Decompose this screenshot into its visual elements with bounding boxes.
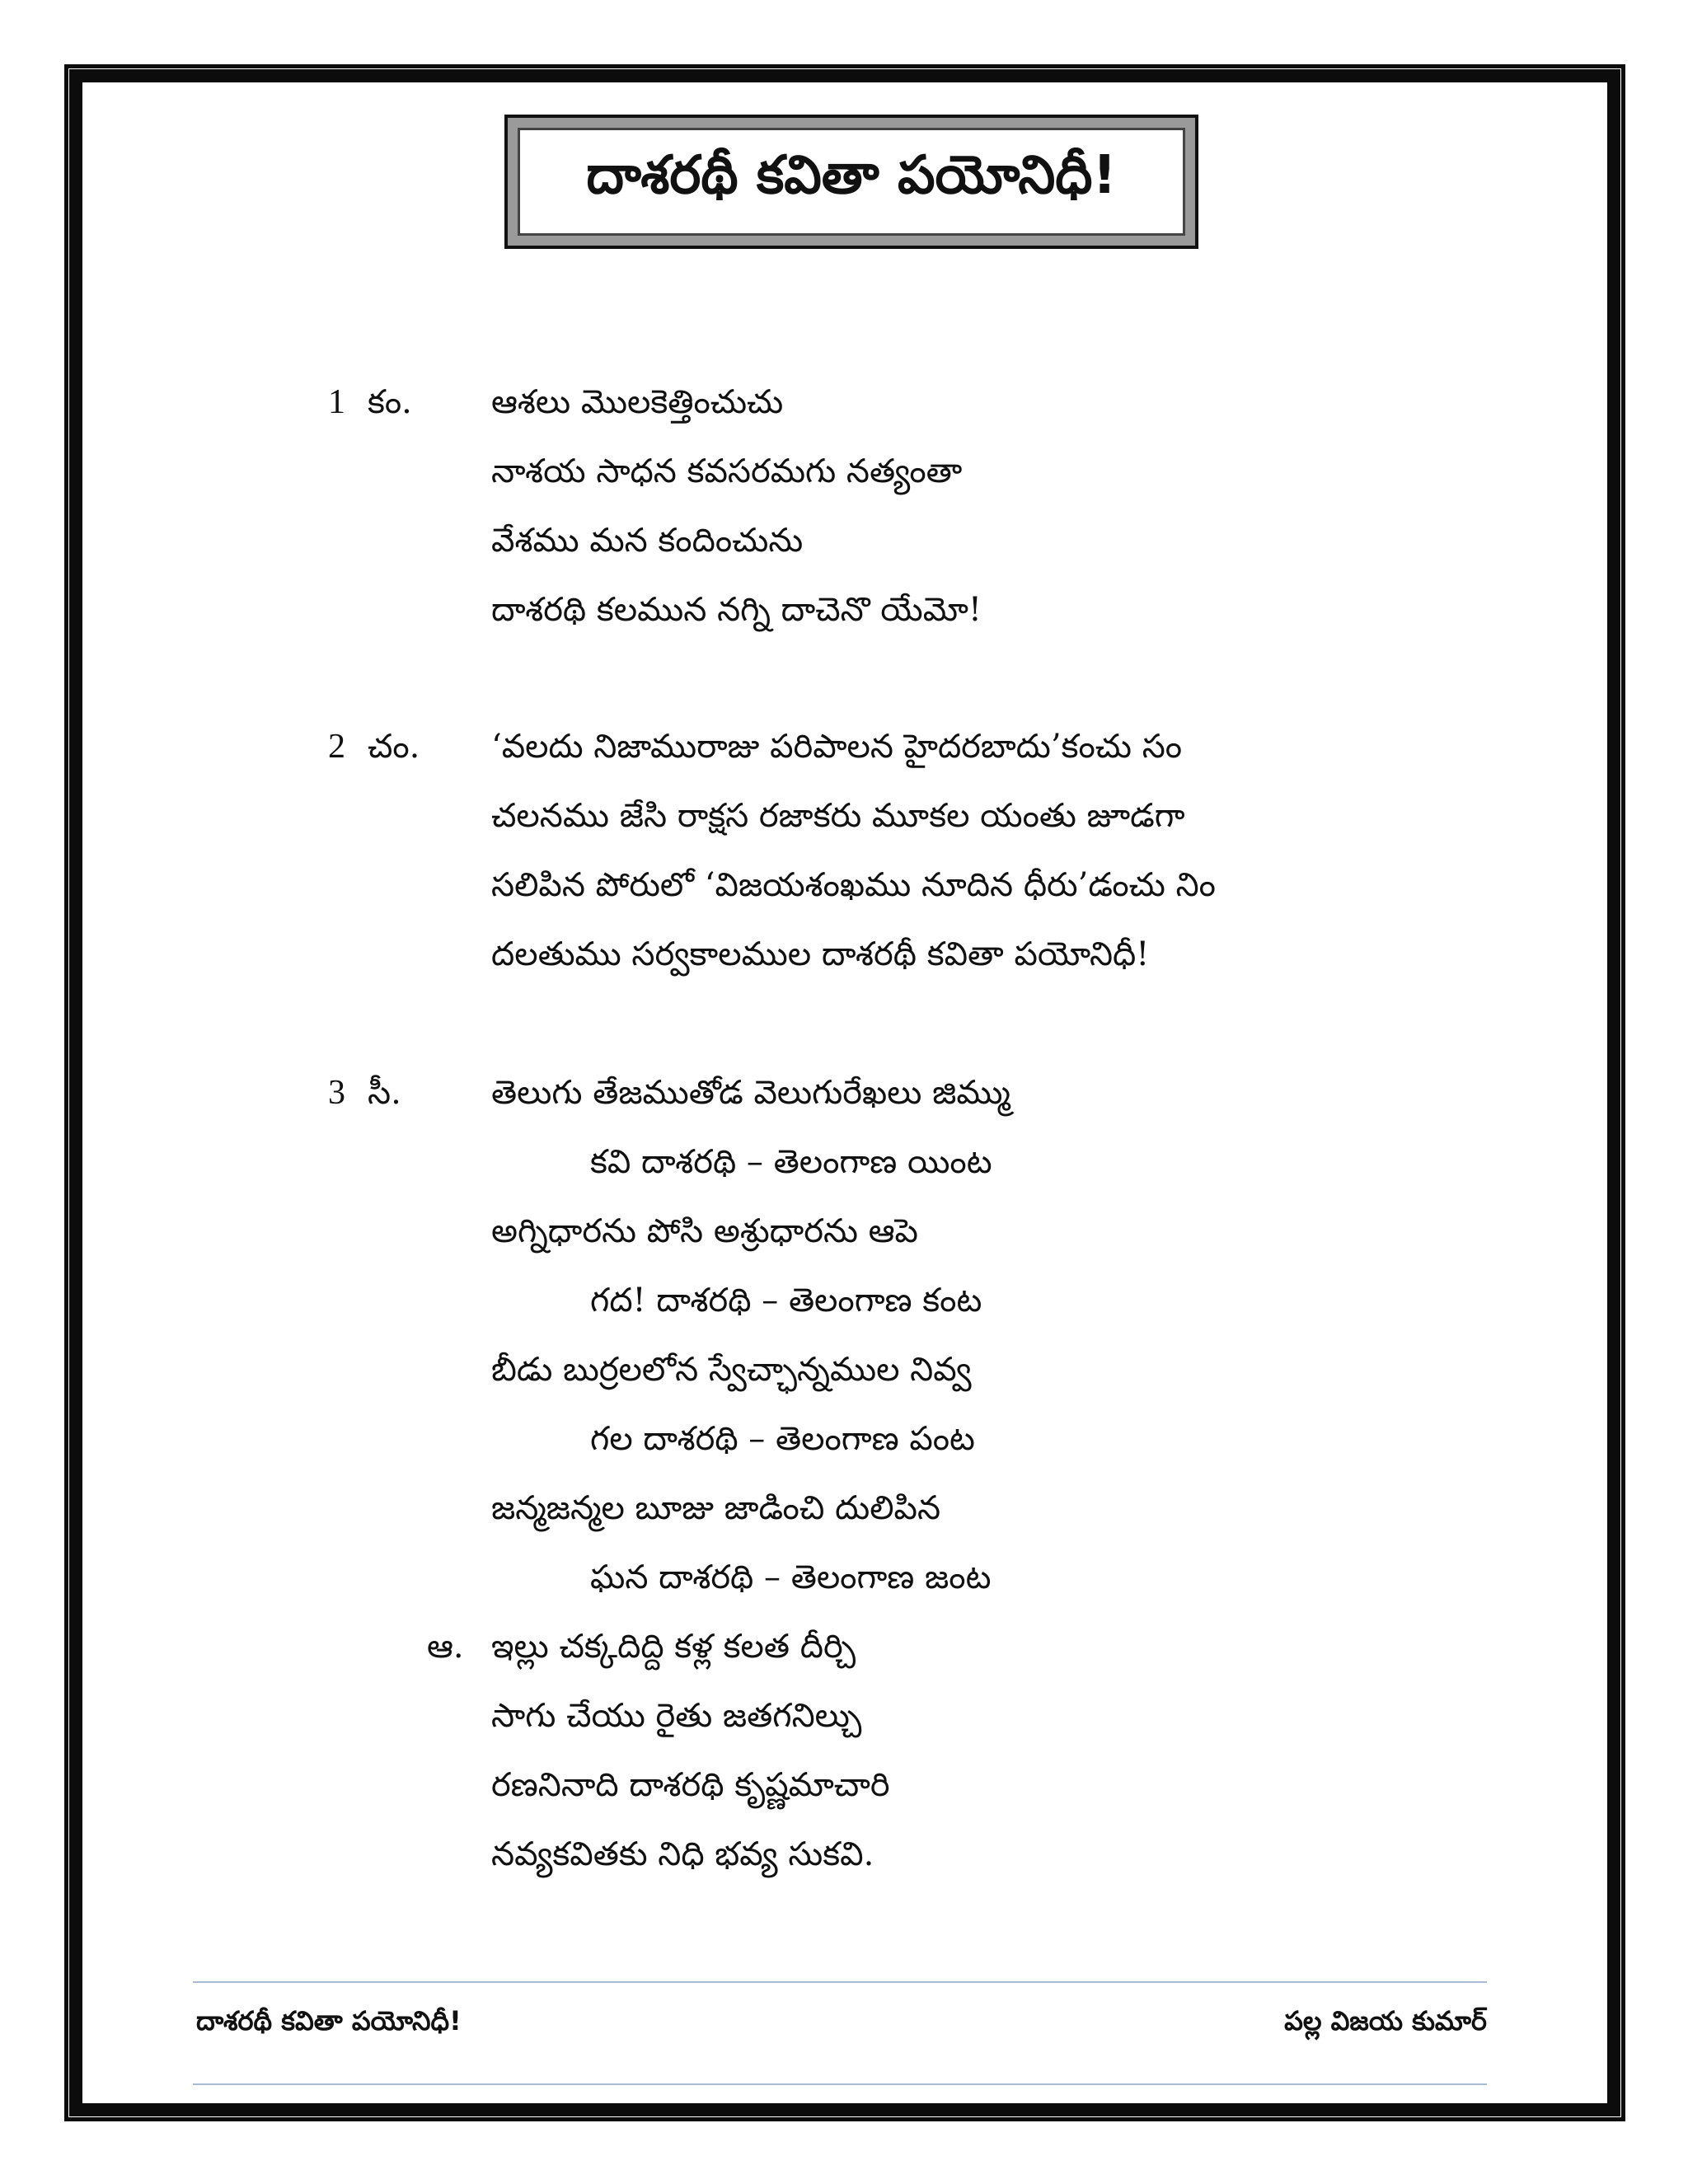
poem-2-number: 2 (328, 728, 345, 766)
poem-3-sub-line-4: నవ్యకవితకు నిధి భవ్య సుకవి. (491, 1835, 874, 1873)
poem-3-line-2: కవి దాశరథి – తెలంగాణ యింట (590, 1143, 992, 1181)
footer-rule-bottom (193, 2083, 1487, 2085)
title-inner (518, 128, 1185, 236)
poem-1-line-3: వేశము మన కందించును (491, 522, 804, 560)
poem-3-line-8: ఘన దాశరథి – తెలంగాణ జంట (590, 1558, 992, 1596)
poem-1-number: 1 (328, 383, 345, 421)
poem-1-meter: కం. (368, 383, 412, 421)
poem-2-meter: చం. (368, 728, 420, 766)
poem-1-line-4: దాశరథి కలమున నగ్ని దాచెనొ యేమో! (491, 591, 982, 629)
poem-1-line-2: నాశయ సాధన కవసరమగు నత్యంతా (491, 452, 963, 490)
poem-3-sub-line-3: రణనినాది దాశరథి కృష్ణమాచారి (491, 1766, 890, 1804)
poem-3-sub-line-1: ఇల్లు చక్కదిద్ది కళ్ల కలత దీర్చి (491, 1628, 856, 1666)
page-title: దాశరథీ కవితా పయోనిధీ! (586, 145, 1117, 206)
poem-2-line-4: దలతుము సర్వకాలముల దాశరథీ కవితా పయోనిధీ! (491, 935, 1150, 973)
poem-1-line-1: ఆశలు మొలకెత్తించుచు (491, 383, 784, 421)
poem-3-meter: సీ. (368, 1074, 401, 1112)
poem-2-line-2: చలనము జేసి రాక్షస రజాకరు మూకల యంతు జూడగా (491, 797, 1185, 835)
footer-left: దాశరథీ కవితా పయోనిధీ! (196, 2005, 462, 2036)
poem-3-line-7: జన్మజన్మల బూజు జాడించి దులిపిన (491, 1489, 941, 1527)
footer-right: పల్ల విజయ కుమార్ (1284, 2005, 1487, 2036)
poem-3-line-6: గల దాశరథి – తెలంగాణ పంట (590, 1420, 975, 1458)
poem-3-sub-line-2: సాగు చేయు రైతు జతగనిల్చు (491, 1697, 862, 1735)
poem-2-line-3: సలిపిన పోరులో ‘విజయశంఖము నూదిన ధీరు’డంచు నిం (491, 866, 1216, 904)
footer-rule-top (193, 1981, 1487, 1983)
title-box (504, 115, 1198, 249)
poem-2-line-1: ‘వలదు నిజామురాజు పరిపాలన హైదరబాదు’కంచు సం (491, 728, 1183, 766)
poem-3-line-5: బీడు బుర్రలలోన స్వేచ్ఛాన్నముల నివ్వ (491, 1351, 972, 1389)
poem-3-sub-meter: ఆ. (427, 1628, 464, 1666)
poem-3-line-4: గద! దాశరథి – తెలంగాణ కంట (590, 1282, 982, 1319)
poem-3-line-3: అగ్నిధారను పోసి అశ్రుధారను ఆపె (491, 1212, 918, 1250)
poem-3-number: 3 (328, 1074, 345, 1112)
poem-3-line-1: తెలుగు తేజముతోడ వెలుగురేఖలు జిమ్ము (491, 1074, 1010, 1112)
